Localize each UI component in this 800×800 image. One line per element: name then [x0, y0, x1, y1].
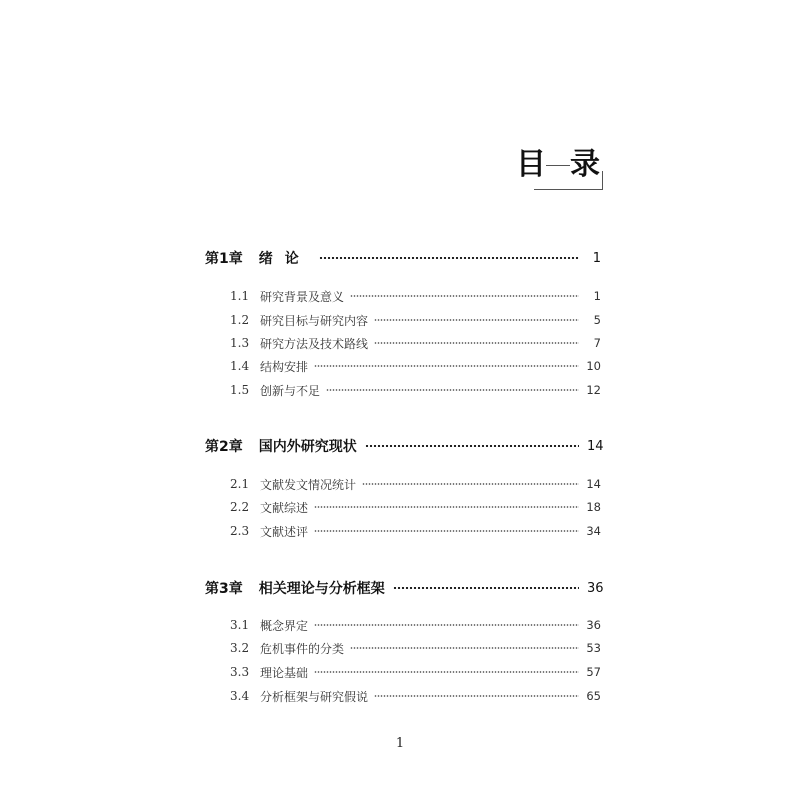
chapter-page-number: 14	[587, 438, 604, 454]
section-title: 研究背景及意义	[260, 289, 345, 304]
section-title: 研究目标与研究内容	[260, 313, 369, 328]
section-title: 研究方法及技术路线	[260, 336, 369, 351]
toc-chapter-entry[interactable]	[205, 434, 604, 458]
section-page-number: 53	[586, 641, 601, 655]
dot-leader	[374, 342, 579, 344]
toc-section-entry[interactable]	[230, 285, 601, 307]
section-page-number: 1	[593, 289, 601, 303]
section-page-number: 5	[593, 313, 601, 327]
section-page-number: 7	[593, 336, 601, 350]
chapter-page-number: 36	[587, 580, 604, 596]
dot-leader	[365, 445, 579, 447]
section-page-number: 14	[586, 477, 601, 491]
dot-leader	[350, 647, 579, 649]
section-title: 创新与不足	[260, 383, 321, 398]
section-title: 文献发文情况统计	[260, 477, 357, 492]
toc-section-entry[interactable]	[230, 685, 601, 707]
section-number: 1.3	[230, 336, 250, 350]
section-number: 3.3	[230, 665, 250, 679]
section-number: 2.2	[230, 500, 250, 514]
dot-leader	[350, 295, 579, 297]
section-title: 危机事件的分类	[260, 641, 345, 656]
chapter-title: 绪论	[258, 251, 311, 267]
toc-section-entry[interactable]	[230, 637, 601, 659]
section-number: 1.4	[230, 359, 250, 373]
section-number: 3.1	[230, 618, 250, 632]
section-number: 2.3	[230, 524, 250, 538]
dot-leader	[314, 624, 579, 626]
section-title: 理论基础	[260, 665, 309, 680]
section-page-number: 34	[586, 524, 601, 538]
section-page-number: 65	[586, 689, 601, 703]
dot-leader	[314, 506, 579, 508]
section-number: 1.5	[230, 383, 250, 397]
chapter-number: 第2章	[205, 439, 243, 455]
chapter-title: 相关理论与分析框架	[258, 581, 385, 597]
dot-leader	[319, 257, 579, 259]
section-title: 概念界定	[260, 618, 309, 633]
dot-leader	[374, 695, 579, 697]
toc-heading-char-1: 目	[516, 147, 546, 182]
chapter-page-number: 1	[592, 250, 601, 266]
toc-section-entry[interactable]	[230, 355, 601, 377]
section-title: 文献综述	[260, 500, 309, 515]
section-page-number: 10	[586, 359, 601, 373]
toc-section-entry[interactable]	[230, 332, 601, 354]
section-number: 1.2	[230, 313, 250, 327]
toc-chapter-entry[interactable]	[205, 246, 601, 270]
dot-leader	[314, 530, 579, 532]
chapter-number: 第1章	[205, 251, 243, 267]
dot-leader	[314, 671, 579, 673]
dot-leader	[374, 319, 579, 321]
section-number: 2.1	[230, 477, 250, 491]
page-folio: 1	[395, 736, 405, 751]
toc-chapter-entry[interactable]	[205, 576, 604, 600]
toc-section-entry[interactable]	[230, 520, 601, 542]
section-title: 文献述评	[260, 524, 309, 539]
chapter-number: 第3章	[205, 581, 243, 597]
section-title: 分析框架与研究假说	[260, 689, 369, 704]
toc-section-entry[interactable]	[230, 661, 601, 683]
toc-section-entry[interactable]	[230, 473, 601, 495]
toc-section-entry[interactable]	[230, 309, 601, 331]
section-number: 3.4	[230, 689, 250, 703]
toc-section-entry[interactable]	[230, 614, 601, 636]
chapter-title: 国内外研究现状	[258, 439, 357, 455]
dot-leader	[362, 483, 579, 485]
section-title: 结构安排	[260, 359, 309, 374]
dot-leader	[314, 365, 579, 367]
section-page-number: 18	[586, 500, 601, 514]
section-page-number: 57	[586, 665, 601, 679]
section-number: 1.1	[230, 289, 250, 303]
section-page-number: 36	[586, 618, 601, 632]
toc-section-entry[interactable]	[230, 379, 601, 401]
toc-heading-char-2: 录	[570, 147, 600, 182]
section-number: 3.2	[230, 641, 250, 655]
section-page-number: 12	[586, 383, 601, 397]
dot-leader	[393, 587, 579, 589]
toc-section-entry[interactable]	[230, 496, 601, 518]
dot-leader	[326, 389, 579, 391]
